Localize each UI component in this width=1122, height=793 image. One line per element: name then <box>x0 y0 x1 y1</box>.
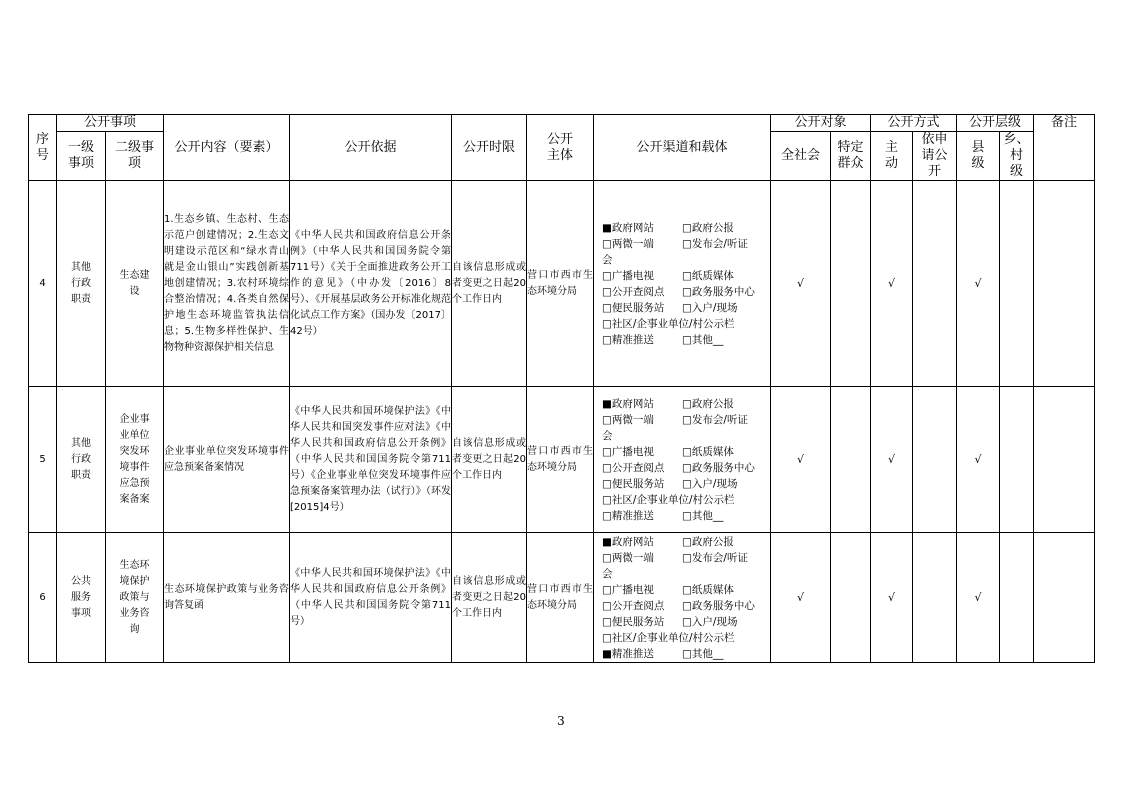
disclosure-table <box>28 114 1095 663</box>
channel-line: 会 <box>602 567 613 580</box>
cell-level2: 生态环 境保护 政策与 业务咨 询 <box>106 533 164 663</box>
cell-channels <box>594 181 771 387</box>
channel-line: □两微一端 □发布会/听证 <box>602 413 748 426</box>
header-method-group: 公开方式 <box>871 115 957 132</box>
channel-line: □精准推送 □其他__ <box>602 333 724 346</box>
cell-target-all: √ <box>771 387 831 533</box>
cell-remark <box>1034 533 1095 663</box>
channel-line: □精准推送 □其他__ <box>602 509 724 522</box>
cell-target-special <box>831 533 871 663</box>
cell-remark <box>1034 181 1095 387</box>
channel-line: □公开查阅点 □政务服务中心 <box>602 599 755 612</box>
table-row <box>29 387 1095 533</box>
header-level-county: 县 级 <box>957 132 1000 181</box>
cell-subject: 营口市西市生态环境分局 <box>527 533 594 663</box>
cell-level-county: √ <box>957 181 1000 387</box>
header-level-village: 乡、 村 级 <box>1000 132 1034 181</box>
cell-time-limit: 自该信息形成或者变更之日起20个工作日内 <box>452 533 527 663</box>
cell-target-special <box>831 181 871 387</box>
header-seq: 序 号 <box>29 115 57 181</box>
channel-line: ■政府网站 □政府公报 <box>602 535 734 548</box>
channel-line: ■精准推送 □其他__ <box>602 647 724 660</box>
header-basis: 公开依据 <box>290 115 452 181</box>
cell-channels <box>594 533 771 663</box>
channel-line: □便民服务站 □入户/现场 <box>602 615 738 628</box>
channel-line: ■政府网站 □政府公报 <box>602 221 734 234</box>
cell-subject: 营口市西市生态环境分局 <box>527 387 594 533</box>
table-row <box>29 181 1095 387</box>
header-target-special: 特定 群众 <box>831 132 871 181</box>
cell-target-all: √ <box>771 181 831 387</box>
cell-content: 生态环境保护政策与业务咨询答复函 <box>164 533 290 663</box>
channel-line: □社区/企事业单位/村公示栏 <box>602 493 735 506</box>
header-target-group: 公开对象 <box>771 115 871 132</box>
header-level2: 二级事 项 <box>106 132 164 181</box>
cell-time-limit: 自该信息形成或者变更之日起20个工作日内 <box>452 387 527 533</box>
cell-level2: 生态建 设 <box>106 181 164 387</box>
header-method-active: 主 动 <box>871 132 913 181</box>
cell-method-request <box>913 181 957 387</box>
cell-method-active: √ <box>871 533 913 663</box>
channel-line: □广播电视 □纸质媒体 <box>602 583 734 596</box>
header-target-all: 全社会 <box>771 132 831 181</box>
cell-time-limit: 自该信息形成或者变更之日起20个工作日内 <box>452 181 527 387</box>
header-level1: 一级 事项 <box>57 132 106 181</box>
cell-level-village <box>1000 181 1034 387</box>
cell-seq: 6 <box>29 533 57 663</box>
channel-line: □社区/企事业单位/村公示栏 <box>602 631 735 644</box>
channel-line: □便民服务站 □入户/现场 <box>602 477 738 490</box>
cell-seq: 4 <box>29 181 57 387</box>
channel-line: □公开查阅点 □政务服务中心 <box>602 461 755 474</box>
cell-basis: 《中华人民共和国政府信息公开条例》（中华人民共和国国务院令第711号）《关于全面推进政务公开工作的意见》（中办发〔2016〕8号）、《开展基层政务公开标准化规范化试点工作方案》（国办发〔2017〕42号） <box>290 181 452 387</box>
cell-target-special <box>831 387 871 533</box>
cell-level1: 公共 服务 事项 <box>57 533 106 663</box>
cell-level1: 其他 行政 职责 <box>57 387 106 533</box>
cell-content: 企业事业单位突发环境事件应急预案备案情况 <box>164 387 290 533</box>
cell-basis: 《中华人民共和国环境保护法》《中华人民共和国政府信息公开条例》（中华人民共和国国务院令第711号） <box>290 533 452 663</box>
table-row <box>29 533 1095 663</box>
channel-line: □广播电视 □纸质媒体 <box>602 445 734 458</box>
header-row-1 <box>29 115 1095 132</box>
channel-line: 会 <box>602 253 613 266</box>
channel-line: □社区/企事业单位/村公示栏 <box>602 317 735 330</box>
cell-level-village <box>1000 387 1034 533</box>
cell-channels <box>594 387 771 533</box>
channel-line: □公开查阅点 □政务服务中心 <box>602 285 755 298</box>
channel-line: □广播电视 □纸质媒体 <box>602 269 734 282</box>
header-level-group: 公开层级 <box>957 115 1034 132</box>
cell-method-active: √ <box>871 387 913 533</box>
header-remark: 备注 <box>1034 115 1095 181</box>
header-subject: 公开 主体 <box>527 115 594 181</box>
cell-subject: 营口市西市生态环境分局 <box>527 181 594 387</box>
channel-line: □便民服务站 □入户/现场 <box>602 301 738 314</box>
header-content: 公开内容（要素） <box>164 115 290 181</box>
cell-level-village <box>1000 533 1034 663</box>
cell-remark <box>1034 387 1095 533</box>
cell-seq: 5 <box>29 387 57 533</box>
cell-target-all: √ <box>771 533 831 663</box>
header-channel: 公开渠道和载体 <box>594 115 771 181</box>
cell-method-request <box>913 533 957 663</box>
header-method-request: 依申 请公 开 <box>913 132 957 181</box>
cell-method-request <box>913 387 957 533</box>
page-number: 3 <box>557 714 565 728</box>
channel-line: ■政府网站 □政府公报 <box>602 397 734 410</box>
channel-line: 会 <box>602 429 613 442</box>
header-time-limit: 公开时限 <box>452 115 527 181</box>
channel-line: □两微一端 □发布会/听证 <box>602 551 748 564</box>
cell-level1: 其他 行政 职责 <box>57 181 106 387</box>
channel-line: □两微一端 □发布会/听证 <box>602 237 748 250</box>
cell-content: 1.生态乡镇、生态村、生态示范户创建情况；2.生态文明建设示范区和“绿水青山就是金山银山”实践创新基地创建情况；3.农村环境综合整治情况；4.各类自然保护地生态环境监管执法信息；5.生物多样性保护、生物物种资源保护相关信息 <box>164 181 290 387</box>
cell-level2: 企业事 业单位 突发环 境事件 应急预 案备案 <box>106 387 164 533</box>
header-items-group: 公开事项 <box>57 115 164 132</box>
cell-level-county: √ <box>957 533 1000 663</box>
cell-method-active: √ <box>871 181 913 387</box>
cell-basis: 《中华人民共和国环境保护法》《中华人民共和国突发事件应对法》《中华人民共和国政府信息公开条例》（中华人民共和国国务院令第711号）《企业事业单位突发环境事件应急预案备案管理办法（试行）》（环发[2015]4号） <box>290 387 452 533</box>
cell-level-county: √ <box>957 387 1000 533</box>
